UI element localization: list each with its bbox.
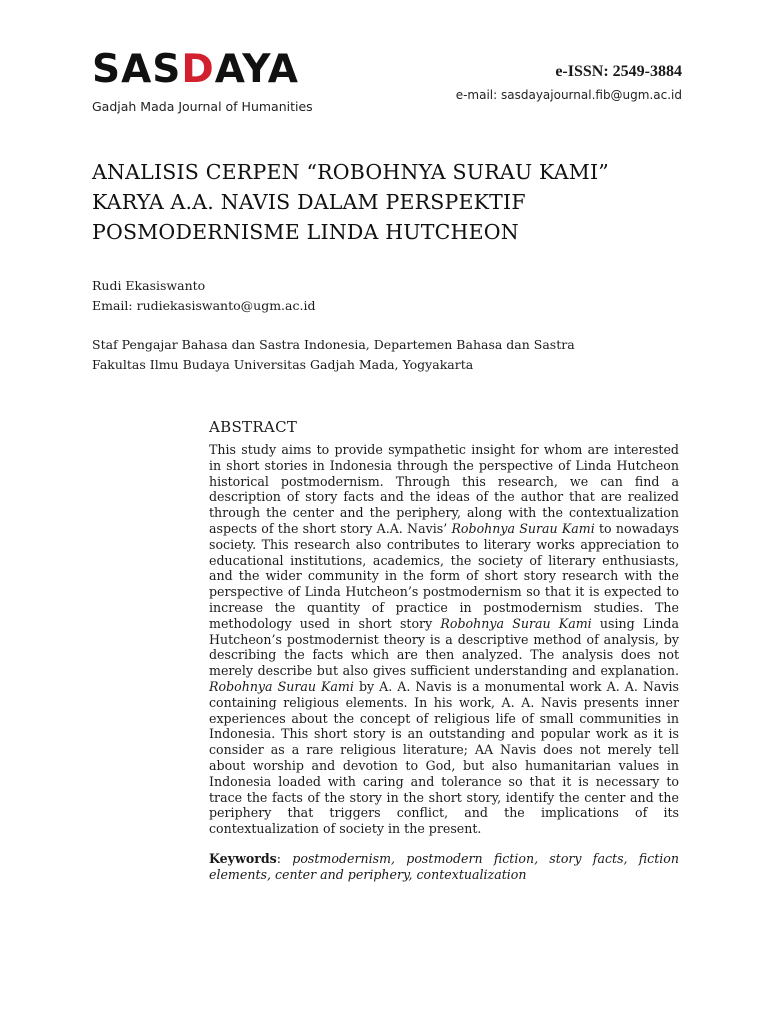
abstract-text: by A. A. Navis is a monumental work A. A. Navis containing religious elements. In his work, A. A. Navis presents inner experiences about the concept of religious life of small communities in Indonesia. This short story is an outstanding and popular work as it is consider as a rare religious literature; AA Navis does not merely tell about worship and devotion to God, but also humanitarian values in Indonesia loaded with caring and tolerance so that it is necessary to trace the facts of the story in the short story, identify the center and the periphery that triggers conflict, and the implications of its contextualization of society in the present. — [209, 678, 680, 837]
story-title-italic: Robohnya Surau Kami — [451, 520, 595, 536]
affiliation-line: Fakultas Ilmu Budaya Universitas Gadjah Mada, Yogyakarta — [92, 357, 474, 372]
title-line: POSMODERNISME LINDA HUTCHEON — [92, 220, 519, 244]
abstract-heading: ABSTRACT — [209, 418, 298, 436]
article-title — [92, 157, 692, 247]
abstract-text: to nowadays society. This research also contributes to literary works appreciation to educational institutions, academics, the society of literary enthusiasts, and the wider community in the form of short story research with the perspective of Linda Hutcheon’s postmodernism so that it is expected to increase the quantity of practice in postmodernism studies. The methodology used in short story — [209, 520, 680, 631]
author-name: Rudi Ekasiswanto — [92, 278, 206, 293]
abstract-section — [209, 418, 679, 883]
story-title-italic: Robohnya Surau Kami — [440, 615, 592, 631]
logo-text-part1: SAS — [92, 47, 182, 92]
author-block — [92, 276, 315, 316]
journal-name: Gadjah Mada Journal of Humanities — [92, 99, 313, 114]
affiliation-block — [92, 335, 575, 375]
logo-accent-letter: D — [181, 47, 215, 92]
journal-email: e-mail: sasdayajournal.fib@ugm.ac.id — [455, 88, 682, 102]
title-line: ANALISIS CERPEN “ROBOHNYA SURAU KAMI” — [92, 160, 609, 184]
affiliation-line: Staf Pengajar Bahasa dan Sastra Indonesia, Departemen Bahasa dan Sastra — [92, 337, 575, 352]
story-title-italic: Robohnya Surau Kami — [209, 678, 354, 694]
abstract-text: using Linda Hutcheon’s postmodernist theory is a descriptive method of analysis, by describing the facts which are then analyzed. The analysis does not merely describe but also gives sufficient understanding and explanation. — [209, 615, 679, 679]
logo-text-part2: AYA — [214, 47, 299, 92]
journal-logo — [92, 47, 299, 92]
keywords-list: postmodernism, postmodern fiction, story facts, fiction elements, center and periphery, contextualization — [209, 850, 680, 882]
title-line: KARYA A.A. NAVIS DALAM PERSPEKTIF — [92, 190, 526, 214]
keywords — [209, 851, 679, 883]
abstract-text: This study aims to provide sympathetic insight for whom are interested in short stories in Indonesia through the perspective of Linda Hutcheon historical postmodernism. Through this research, we can find a description of story facts and the ideas of the author that are realized through the center and the periphery, along with the contextualization aspects of the short story A.A. Navis’ — [209, 442, 679, 536]
eissn: e-ISSN: 2549-3884 — [555, 63, 682, 80]
keywords-separator: : — [276, 850, 293, 866]
keywords-label: Keywords — [209, 850, 277, 866]
author-email: Email: rudiekasiswanto@ugm.ac.id — [92, 298, 316, 313]
abstract-body — [209, 442, 679, 837]
